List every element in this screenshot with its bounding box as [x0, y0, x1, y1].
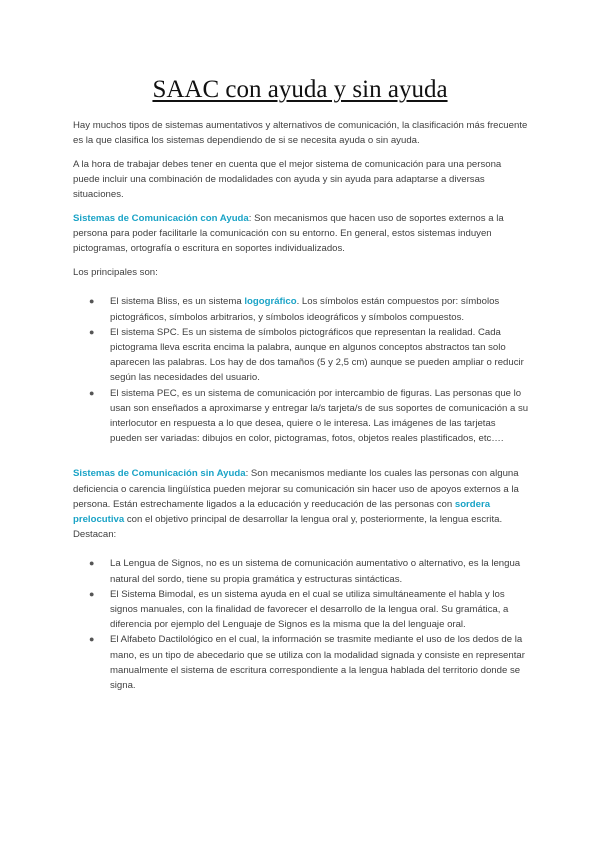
- con-ayuda-list: [73, 294, 529, 446]
- bullet-icon: ●: [89, 634, 95, 645]
- con-ayuda-heading: Sistemas de Comunicación con Ayuda: [73, 213, 249, 225]
- con-ayuda-text: : Son mecanismos que hacen uso de soportes externos a la persona para poder facilitarle la comunicación con su entorno. En general, estos sistemas induyen pictogramas, ortografía o escritura en soportes individualizados.: [73, 213, 504, 255]
- bullet-icon: ●: [89, 588, 95, 599]
- list-item: ● El Alfabeto Dactilológico en el cual, la información se trasmite mediante el uso de los dedos de la mano, es un tipo de abecedario que se utiliza con la modalidad signada y consiste en representar manualmente el sistema de escritura correspondiente a la lengua hablada del territorio donde se signa.: [89, 634, 525, 691]
- list-item: ● El Sistema Bimodal, es un sistema ayuda en el cual se utiliza simultáneamente el habla y los signos manuales, con la finalidad de favorecer el desarrollo de la lengua oral. Su gramática, a diferencia por ejemplo del Lenguaje de Signos es la misma que la del lenguaje oral.: [89, 588, 509, 631]
- list-item: ● El sistema PEC, es un sistema de comunicación por intercambio de figuras. Las personas que lo usan son enseñados a aproximarse y entregar la/s tarjeta/s de sus soportes de comunicación a su interlocutor en respuesta a lo que desea, quiere o le interesa. Las imágenes de las tarjetas pueden ser variadas: dibujos en color, pictogramas, fotos, objetos reales plastificados, etc….: [89, 387, 529, 445]
- bullet-icon: ●: [89, 326, 95, 337]
- list-item: ● El sistema SPC. Es un sistema de símbolos pictográficos que representan la realidad. Cada pictograma lleva escrita encima la palabra, aunque en algunos conceptos abstractos tan solo aparecen las palabras. Los hay de dos tamaños (5 y 2,5 cm) aunque se pueden ampliar o reducir según las necesidades del usuario.: [89, 326, 524, 384]
- highlight-term: logográfico: [244, 296, 297, 308]
- highlight-term: sordera prelocutiva: [73, 498, 491, 525]
- sin-ayuda-paragraph: Sistemas de Comunicación sin Ayuda: Son mecanismos mediante los cuales las personas con alguna deficiencia o carencia lingüística pueden mejorar su comunicación sin hacer uso de apoyos externos a la persona. Están estrechamente ligados a la educación y reeducación de las personas con sordera prelocutiva con el objetivo principal de desarrollar la lengua oral y, posteriormente, la lengua escrita. Destacan:: [73, 468, 519, 541]
- sin-ayuda-list: [73, 556, 529, 693]
- con-ayuda-paragraph: [73, 211, 529, 257]
- principales-label: Los principales son:: [73, 267, 158, 279]
- sin-ayuda-heading: Sistemas de Comunicación sin Ayuda: [73, 468, 246, 480]
- list-item: ● El sistema Bliss, es un sistema logográfico. Los símbolos están compuestos por: símbolos pictográficos, símbolos arbitrarios, y símbolos ideográficos y símbolos compuestos.: [89, 296, 500, 323]
- document-body: [73, 118, 529, 693]
- bullet-icon: ●: [89, 296, 95, 307]
- page-title: SAAC con ayuda y sin ayuda: [152, 76, 448, 103]
- list-item: ● La Lengua de Signos, no es un sistema de comunicación aumentativo o alternativo, es la lengua natural del sordo, tiene su propia gramática y estructuras sintácticas.: [89, 558, 521, 585]
- intro-paragraph-2: A la hora de trabajar debes tener en cuenta que el mejor sistema de comunicación para una persona puede incluir una combinación de modalidades con ayuda y sin ayuda para adaptarse a diversas situaciones.: [73, 158, 502, 201]
- bullet-icon: ●: [89, 387, 95, 398]
- bullet-icon: ●: [89, 558, 95, 569]
- intro-paragraph-1: Hay muchos tipos de sistemas aumentativos y alternativos de comunicación, la clasificación más frecuente es la que clasifica los sistemas dependiendo de si se necesita ayuda o sin ayuda.: [73, 120, 528, 147]
